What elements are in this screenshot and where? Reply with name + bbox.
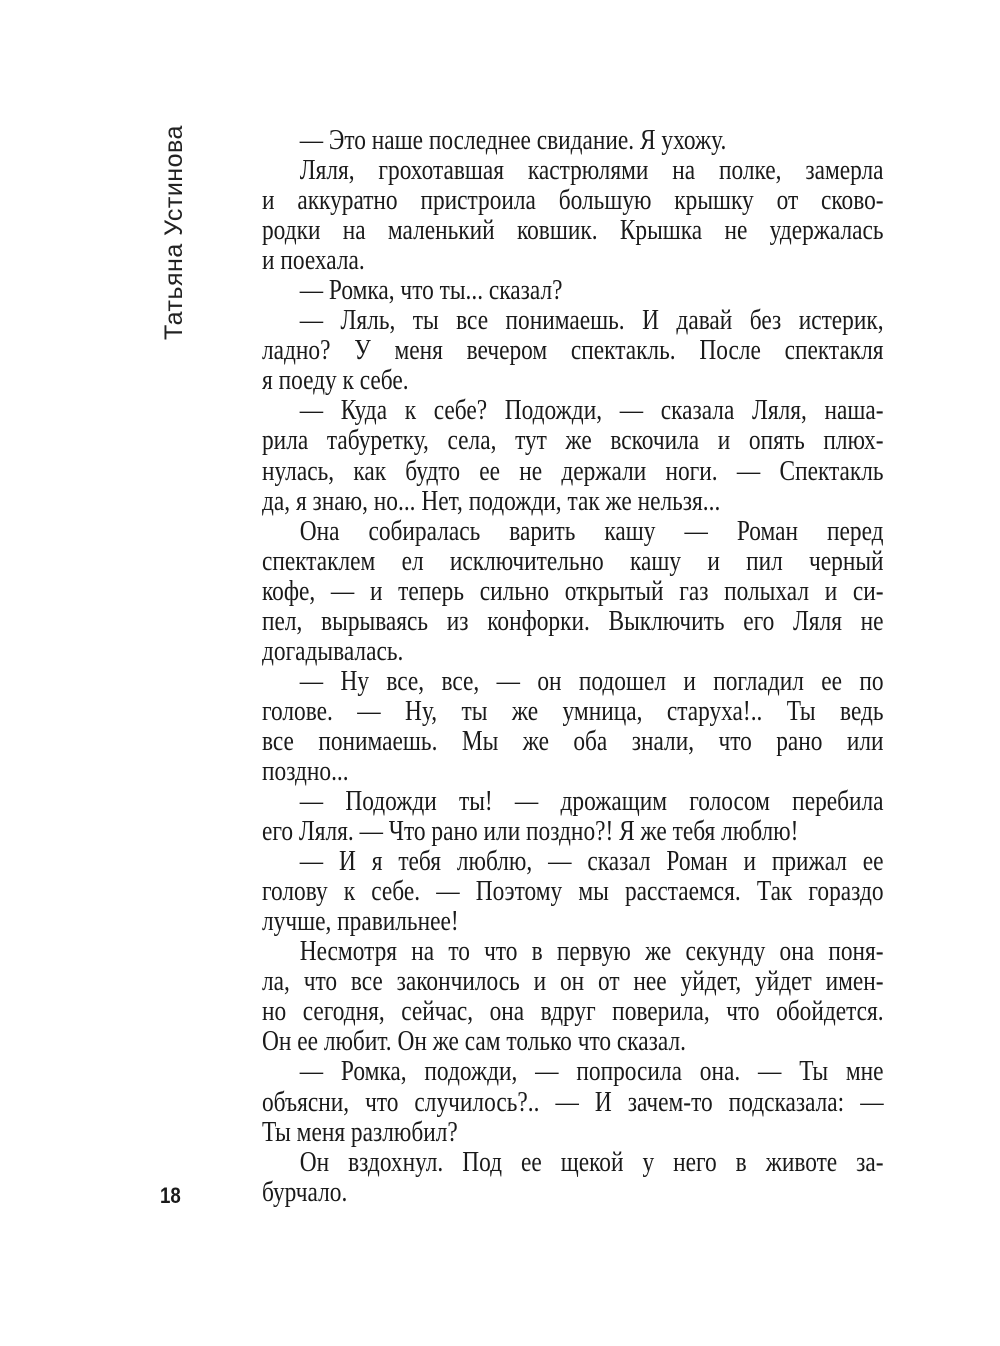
text-line: пел, вырываясь из конфорки. Выключить его Ляля не (262, 605, 884, 637)
text-line: Ляля, грохотавшая кастрюлями на полке, замерла (299, 155, 884, 187)
text-line: кофе, — и теперь сильно открытый газ полыхал и си- (262, 575, 884, 607)
text-line: спектаклем ел исключительно кашу и пил черный (262, 545, 884, 577)
text-line: его Ляля. — Что рано или поздно?! Я же тебя люблю! (262, 816, 799, 848)
text-line: Несмотря на то что в первую же секунду она поня- (299, 936, 884, 968)
text-line: Ты меня разлюбил? (262, 1116, 458, 1148)
text-line: — Ну все, все, — он подошел и погладил ее по (299, 665, 884, 697)
text-line: я поеду к себе. (262, 365, 409, 397)
text-line: и поехала. (262, 245, 365, 277)
body-text (262, 126, 884, 1208)
text-line: поздно... (262, 755, 349, 787)
text-line: голове. — Ну, ты же умница, старуха!.. Ты ведь (262, 695, 884, 727)
text-line: — Подожди ты! — дрожащим голосом перебила (299, 786, 884, 818)
text-line: — Ляль, ты все понимаешь. И давай без истерик, (299, 305, 884, 337)
text-line: ла, что все закончилось и он от нее уйдет, уйдет имен- (262, 966, 884, 998)
text-line: но сегодня, сейчас, она вдруг поверила, что обойдется. (262, 996, 884, 1028)
text-line: — Ромка, подожди, — попросила она. — Ты мне (299, 1056, 884, 1088)
text-line: — Куда к себе? Подожди, — сказала Ляля, наша- (299, 395, 884, 427)
text-line: родки на маленький ковшик. Крышка не удержалась (262, 215, 884, 247)
running-head-author: Татьяна Устинова (160, 125, 188, 340)
text-line: нулась, как будто ее не держали ноги. — Спектакль (262, 455, 884, 487)
page-number: 18 (160, 1183, 181, 1208)
text-line: ладно? У меня вечером спектакль. После спектакля (262, 335, 884, 367)
text-line: все понимаешь. Мы же оба знали, что рано или (262, 725, 884, 757)
text-line: и аккуратно пристроила большую крышку от сково- (262, 185, 884, 217)
text-line: Он вздохнул. Под ее щекой у него в животе за- (299, 1146, 884, 1178)
text-line: догадывалась. (262, 635, 404, 667)
text-line: рила табуретку, села, тут же вскочила и опять плюх- (262, 425, 884, 457)
text-line: — И я тебя люблю, — сказал Роман и прижал ее (299, 846, 884, 878)
text-line: — Это наше последнее свидание. Я ухожу. (299, 125, 727, 156)
text-line: Она собиралась варить кашу — Роман перед (299, 515, 884, 547)
text-line: — Ромка, что ты... сказал? (299, 275, 563, 307)
text-line: бурчало. (262, 1176, 348, 1208)
text-line: да, я знаю, но... Нет, подожди, так же нельзя... (262, 485, 721, 517)
text-line: лучше, правильнее! (262, 906, 459, 938)
text-line: голову к себе. — Поэтому мы расстаемся. Так гораздо (262, 876, 884, 908)
text-line: объясни, что случилось?.. — И зачем-то подсказала: — (262, 1086, 884, 1118)
text-line: Он ее любит. Он же сам только что сказал. (262, 1026, 686, 1058)
